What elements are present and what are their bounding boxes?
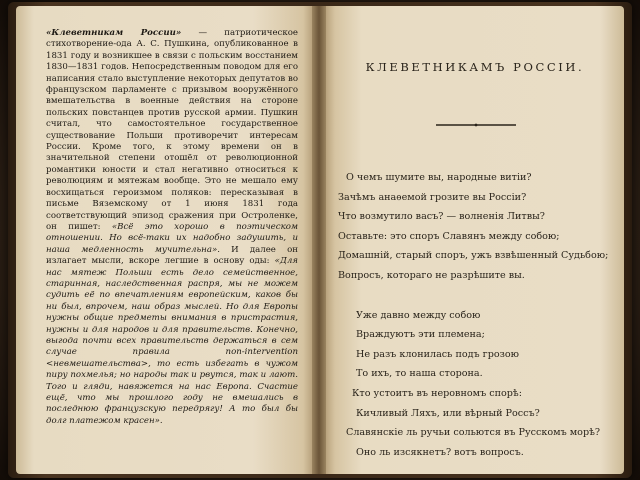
poem-line: Кто устоитъ въ неровномъ спорѣ: — [352, 387, 522, 399]
poem-line: То ихъ, то наша сторона. — [356, 368, 483, 380]
poem-name: «Клеветникам России» — [46, 28, 182, 38]
stanza-1 — [338, 168, 620, 286]
divider-ornament-icon — [434, 121, 518, 129]
quote-letter: «Для нас мятеж Польши есть дело семейственное, старинная, наследственная распря, мы не можем судить её по впечатлениям европейским, каков бы ни был, впрочем, наш образ мыслей. Но для Европы нужны общие предметы внимания в пристрастия, нужны и для народов и для правительств. Конечно, выгода почти всех правительств держаться в сем случае правила non-intervention <невмешательства>, то есть избегать в чужом пиру похмелья; но народы так и рвутся, так и лают. Того и гляди, навяжется на нас Европа. Счастие ещё, что мы прошлого году не вмешались в последнюю французскую передрягу! А то был бы долг платежом красен». — [46, 256, 298, 426]
poem-line: Домашній, старый споръ, ужъ взвѣшенный Судьбою; — [338, 250, 609, 262]
poem-line: Зачѣмъ анаѳемой грозите вы Россіи? — [338, 191, 527, 203]
poem-line: Враждуютъ эти племена; — [356, 329, 485, 341]
poem-line: Славянскіе ль ручьи сольются въ Русскомъ морѣ? — [346, 427, 601, 439]
book-spine — [312, 6, 326, 474]
article-text — [46, 28, 298, 427]
poem-line: Кичливый Ляхъ, или вѣрный Россъ? — [356, 407, 540, 419]
poem-line: Оно ль изсякнетъ? вотъ вопросъ. — [356, 446, 524, 458]
poem-line: Оставьте: это споръ Славянъ между собою; — [338, 230, 560, 242]
poem-line: О чемъ шумите вы, народные витіи? — [346, 172, 532, 183]
poem-line: Уже давно между собою — [356, 309, 481, 321]
poem-line: Что возмутило васъ? — волненія Литвы? — [338, 211, 545, 223]
article-intro: — патриотическое стихотворение-ода А. С. Пушкина, опубликованное в 1831 году и возникшее в связи с польским восстанием 1830—1831 годов. Непосредственным поводом для его написания стало выступление некоторых депутатов во французском парламенте с призывом вооружённого вмешательства в военные действия на стороне польских повстанцев против русской армии. Пушкин считал, что самостоятельное государственное существование Польши противоречит интересам России. Кроме того, к этому времени он в значительной степени отошёл от революционной романтики юности и стал негативно относиться к революциям и мятежам вообще. Это не мешало ему восхищаться героизмом поляков: пересказывая в письме Вяземскому от 1 июня 1831 года соответствующий эпизод сражения при Остроленке, он пишет: — [46, 28, 298, 232]
right-page — [326, 6, 624, 474]
stanza-2 — [338, 306, 620, 463]
poem-body — [338, 168, 620, 462]
left-page — [16, 6, 312, 474]
poem-title: КЛЕВЕТНИКАМЪ РОССІИ. — [365, 60, 585, 74]
poem-line: Не разъ клонилась подъ грозою — [356, 348, 519, 360]
quote-ostrolenka: «Всё это хорошо в поэтическом отношении. Но всё-таки их надобно задушить, и наша медленность мучительна». — [46, 221, 298, 255]
poem-line: Вопросъ, котораго не разрѣшите вы. — [338, 269, 525, 281]
article-transition: И далее он излагает мысли, вскоре легшие в основу оды: — [46, 244, 298, 267]
